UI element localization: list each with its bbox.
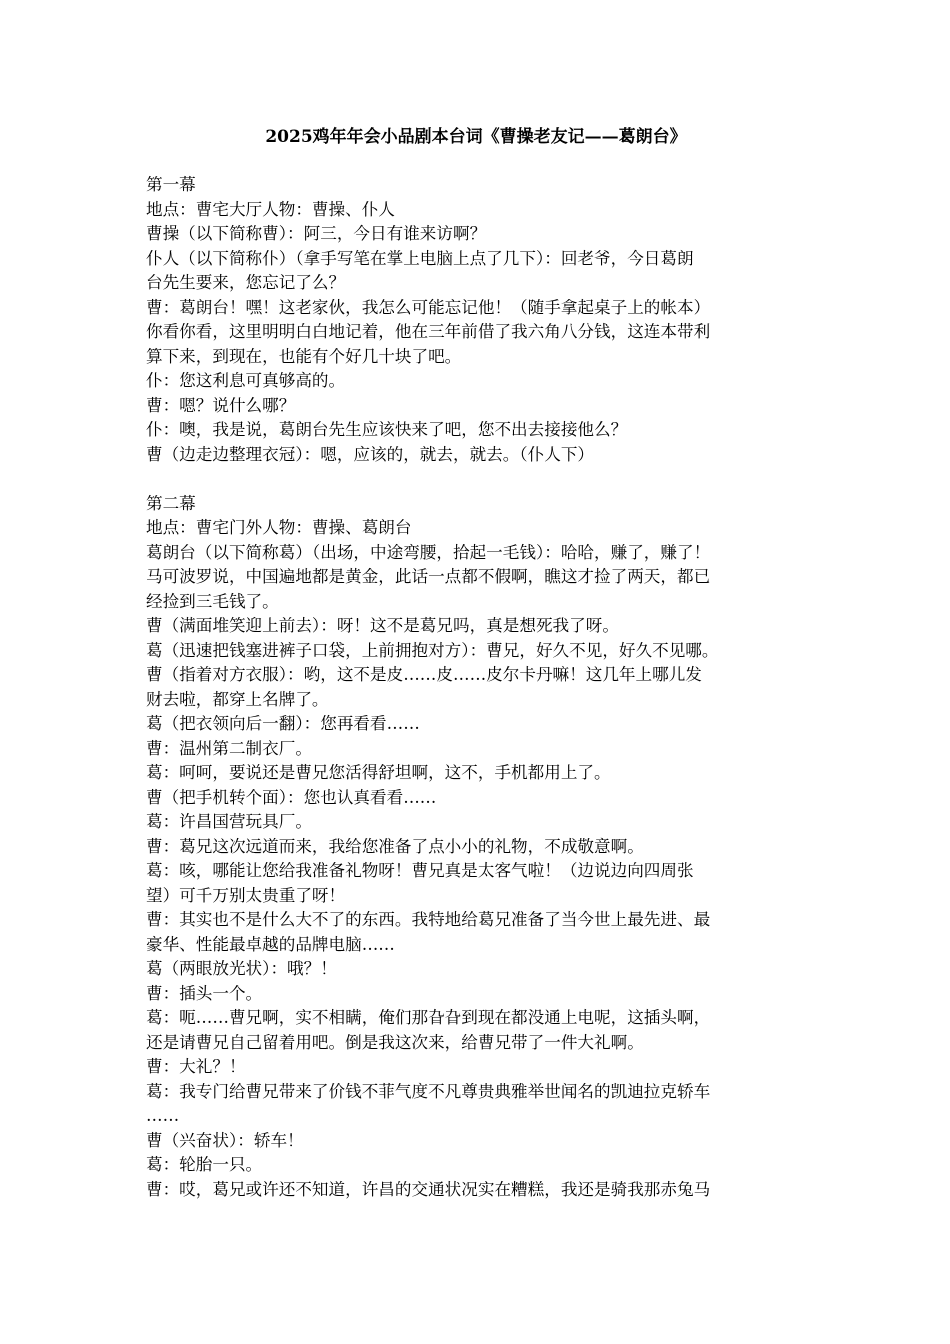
script-line: 曹：大礼？！ (146, 1057, 246, 1076)
script-line: 财去啦，都穿上名牌了。 (146, 689, 329, 709)
script-line: 葛：咳，哪能让您给我准备礼物呀！曹兄真是太客气啦！（边说边向四周张 (146, 861, 694, 880)
script-line: 曹：葛朗台！嘿！这老家伙，我怎么可能忘记他！（随手拿起桌子上的帐本） (146, 297, 711, 317)
script-line: 曹：其实也不是什么大不了的东西。我特地给葛兄准备了当今世上最先进、最 (146, 910, 711, 929)
script-line: 葛：呃……曹兄啊，实不相瞒，俺们那旮旮到现在都没通上电呢，这插头啊， (146, 1008, 711, 1027)
script-line: 曹（把手机转个面）：您也认真看看…… (146, 787, 437, 807)
script-line: 算下来，到现在，也能有个好几十块了吧。 (146, 346, 462, 366)
script-line: 曹操（以下简称曹）：阿三，今日有谁来访啊？ (146, 224, 487, 243)
script-line: 葛：呵呵，要说还是曹兄您活得舒坦啊，这不，手机都用上了。 (146, 763, 611, 782)
script-line: 曹（指着对方衣服）：哟，这不是皮……皮……皮尔卡丹嘛！这几年上哪儿发 (146, 665, 702, 684)
script-line: 曹（兴奋状）：轿车！ (146, 1130, 304, 1150)
script-line: 葛（把衣领向后一翻）：您再看看…… (146, 714, 420, 733)
script-line: 望）可千万别太贵重了呀！ (146, 885, 346, 905)
document-title: 2025鸡年年会小品剧本台词《曹操老友记——葛朗台》 (265, 127, 687, 147)
act-heading: 第一幕 (146, 175, 196, 194)
script-line: 还是请曹兄自己留着用吧。倒是我这次来，给曹兄带了一件大礼啊。 (146, 1032, 644, 1052)
paragraph-gap (146, 467, 814, 492)
script-line: 曹：插头一个。 (146, 983, 263, 1003)
script-line: 豪华、性能最卓越的品牌电脑…… (146, 934, 395, 954)
script-line: 曹：嗯？说什么哪？ (146, 395, 296, 415)
script-line: 葛朗台（以下简称葛）（出场，中途弯腰，拾起一毛钱）：哈哈，赚了，赚了！ (146, 542, 711, 562)
act-two (146, 492, 814, 1203)
script-line: 葛：轮胎一只。 (146, 1155, 263, 1174)
script-line: 曹（满面堆笑迎上前去）：呀！这不是葛兄吗，真是想死我了呀。 (146, 616, 619, 635)
script-line: 地点：曹宅门外人物：曹操、葛朗台 (146, 518, 412, 537)
script-line: 葛：许昌国营玩具厂。 (146, 812, 312, 831)
script-line: 曹：葛兄这次远道而来，我给您准备了点小小的礼物，不成敬意啊。 (146, 836, 644, 856)
script-line: 葛（迅速把钱塞进裤子口袋，上前拥抱对方）：曹兄，好久不见，好久不见哪。 (146, 640, 719, 660)
script-line: 葛（两眼放光状）：哦？！ (146, 959, 337, 978)
script-line: 经捡到三毛钱了。 (146, 591, 279, 611)
document-body (146, 173, 814, 1202)
script-line: 曹（边走边整理衣冠）：嗯，应该的，就去，就去。（仆人下） (146, 444, 595, 464)
act-one (146, 173, 814, 467)
script-line: …… (146, 1106, 180, 1125)
script-line: 仆：噢，我是说，葛朗台先生应该快来了吧，您不出去接接他么？ (146, 420, 628, 439)
script-line: 仆人（以下简称仆）（拿手写笔在掌上电脑上点了几下）：回老爷，今日葛朗 (146, 248, 694, 268)
script-line: 葛：我专门给曹兄带来了价钱不菲气度不凡尊贵典雅举世闻名的凯迪拉克轿车 (146, 1081, 711, 1101)
script-line: 你看你看，这里明明白白地记着，他在三年前借了我六角八分钱，这连本带利 (146, 322, 711, 341)
act-heading: 第二幕 (146, 493, 196, 513)
script-line: 台先生要来，您忘记了么？ (146, 273, 346, 292)
script-line: 曹：哎，葛兄或许还不知道，许昌的交通状况实在糟糕，我还是骑我那赤兔马 (146, 1179, 711, 1199)
script-line: 马可波罗说，中国遍地都是黄金，此话一点都不假啊，瞧这才捡了两天，都已 (146, 567, 711, 586)
script-line: 地点：曹宅大厅人物：曹操、仆人 (146, 199, 395, 219)
script-line: 曹：温州第二制衣厂。 (146, 738, 312, 758)
script-line: 仆：您这利息可真够高的。 (146, 371, 346, 390)
